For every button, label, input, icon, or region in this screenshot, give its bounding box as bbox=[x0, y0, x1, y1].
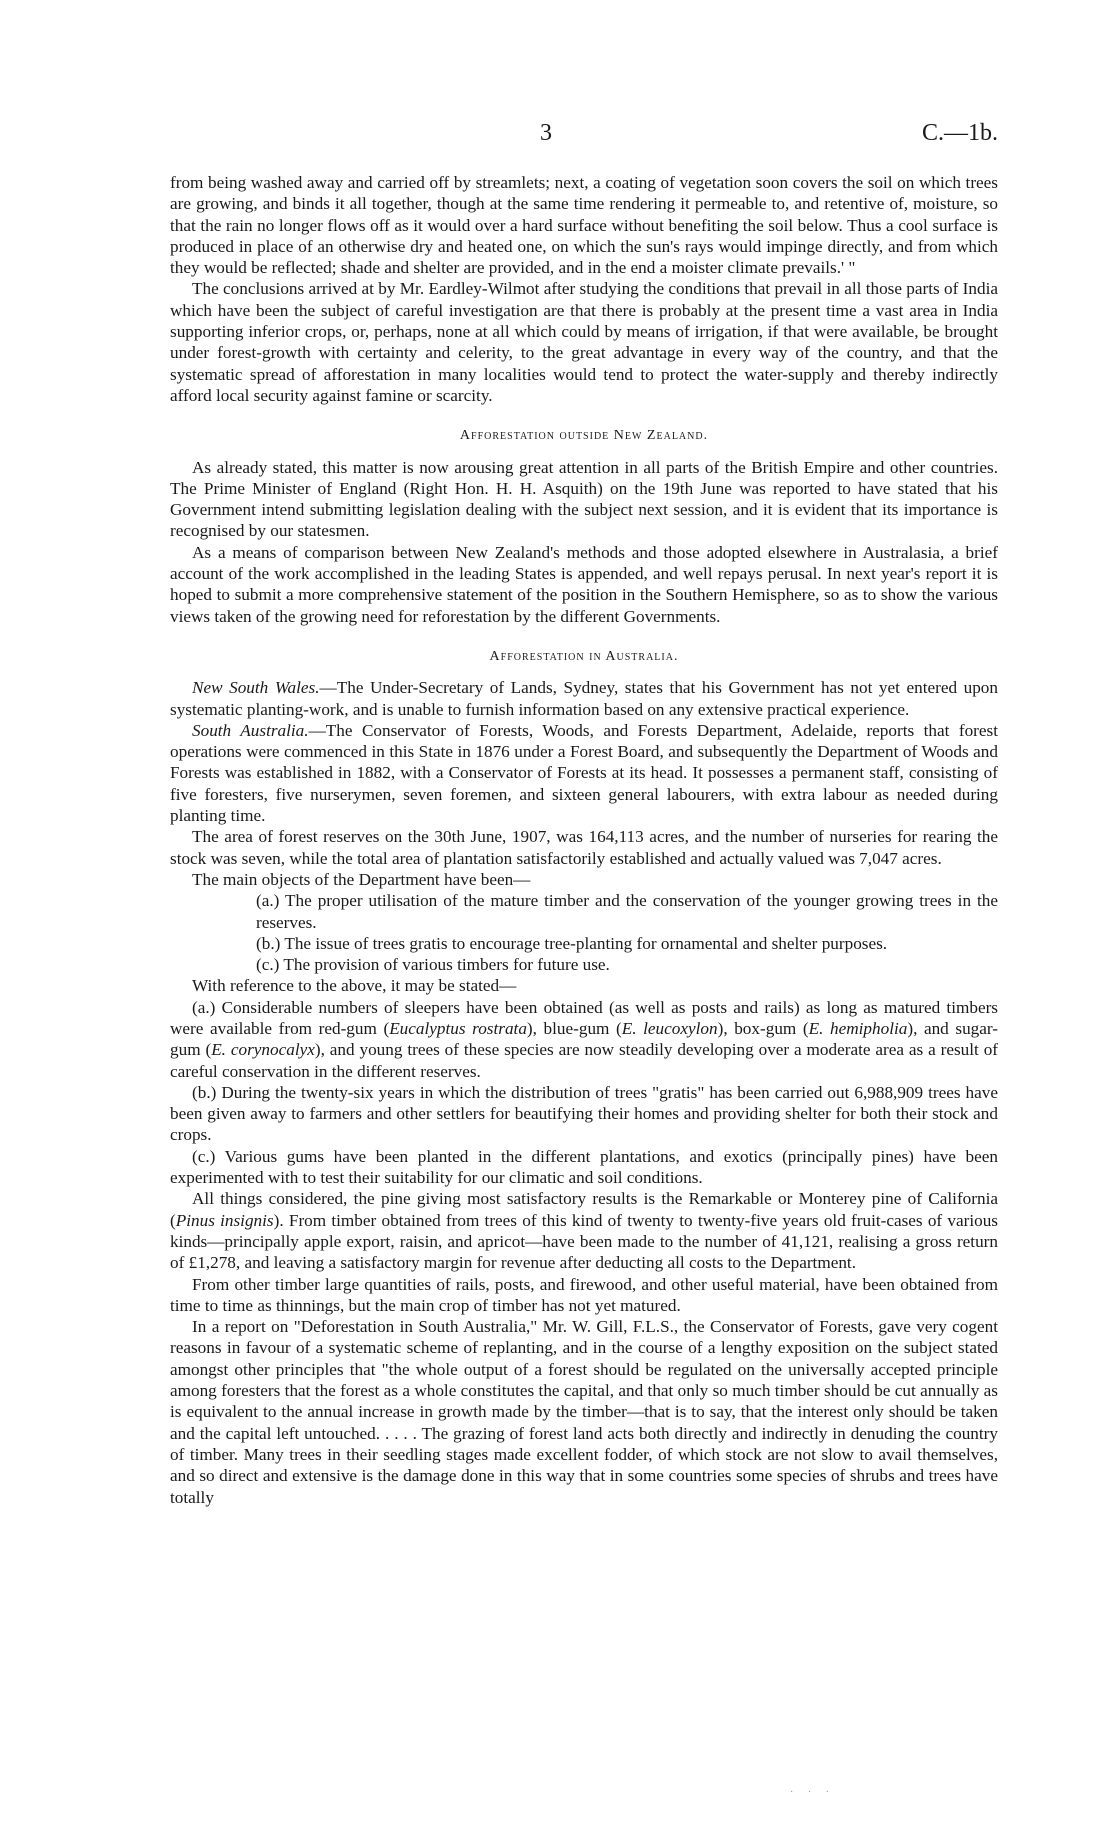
paragraph-text: All things considered, the pine giving most satisfactory results is the Remarkable or Monterey pine of California ( bbox=[170, 1189, 998, 1230]
paragraph-text: ), and young trees of these species are now steadily developing over a moderate area as a result of careful conservation in the different reserves. bbox=[170, 1040, 999, 1081]
paragraph-text: ), blue-gum ( bbox=[526, 1018, 622, 1038]
paragraph: As already stated, this matter is now arousing great attention in all parts of the British Empire and other countries. The Prime Minister of England (Right Hon. H. H. Asquith) on the 19th June was reported to have stated that his Government intend submitting legislation dealing with the subject next session, and it is evident that its importance is recognised by our statesmen. bbox=[170, 457, 998, 541]
paragraph: From other timber large quantities of rails, posts, and firewood, and other useful material, have been obtained from time to time as thinnings, but the main crop of timber has not yet matured. bbox=[170, 1274, 998, 1315]
species-name: E. hemipholia bbox=[808, 1018, 908, 1038]
page-number: 3 bbox=[540, 120, 552, 146]
paragraph: The area of forest reserves on the 30th June, 1907, was 164,113 acres, and the number of nurseries for rearing the stock was seven, while the total area of plantation satisfactorily established and actually valued was 7,047 acres. bbox=[170, 827, 998, 868]
paragraph: (c.) Various gums have been planted in the different plantations, and exotics (principally pines) have been experimented with to test their suitability for our climatic and soil conditions. bbox=[170, 1146, 998, 1188]
species-name: Eucalyptus rostrata bbox=[389, 1018, 527, 1038]
state-name: South Australia. bbox=[192, 720, 309, 740]
scan-artifact: · · · bbox=[790, 1787, 835, 1798]
section-heading: Afforestation outside New Zealand. bbox=[459, 428, 709, 444]
paragraph: from being washed away and carried off by streamlets; next, a coating of vegetation soon covers the soil on which trees are growing, and binds it all together, though at the same time rendering it permeable to, and retentive of, moisture, so that the rain no longer flows off as it would over a hard surface without benefiting the soil below. Thus a cool surface is produced in place of an otherwise dry and heated one, on which the sun's rays would impinge directly, and from which they would be reflected; shade and shelter are provided, and in the end a moister climate prevails.' " bbox=[170, 173, 998, 278]
paragraph bbox=[170, 677, 998, 720]
list-item: (c.) The provision of various timbers for future use. bbox=[256, 955, 610, 975]
paragraph-text: (a.) Considerable numbers of sleepers have been obtained (as well as posts and rails) as long as matured timbers were available from red-gum ( bbox=[170, 997, 998, 1038]
section-heading: Afforestation in Australia. bbox=[489, 648, 679, 664]
list-item: (a.) The proper utilisation of the mature timber and the conservation of the younger growing trees in the reserves. bbox=[256, 891, 998, 932]
paragraph bbox=[170, 1188, 998, 1273]
paragraph bbox=[170, 720, 998, 826]
paragraph: As a means of comparison between New Zealand's methods and those adopted elsewhere in Australasia, a brief account of the work accomplished in the leading States is appended, and well repays perusal. In next year's report it is hoped to submit a more comprehensive statement of the position in the Southern Hemisphere, so as to show the various views taken of the growing need for reforestation by the different Governments. bbox=[170, 542, 998, 626]
species-name: Pinus insignis bbox=[175, 1210, 274, 1230]
state-name: New South Wales. bbox=[192, 678, 320, 698]
document-body bbox=[170, 172, 998, 1508]
paragraph: In a report on "Deforestation in South Australia," Mr. W. Gill, F.L.S., the Conservator of Forests, gave very cogent reasons in favour of a systematic scheme of replanting, and in the course of a lengthy exposition on the subject stated amongst other principles that "the whole output of a forest should be regulated on the universally accepted principle among foresters that the forest as a whole constitutes the capital, and that only so much timber should be cut annually as is equivalent to the annual increase in growth made by the timber—that is to say, that the interest only should be taken and the capital left untouched. . . . . The grazing of forest land acts both directly and indirectly in denuding the country of timber. Many trees in their seedling stages made excellent fodder, of which stock are not slow to avail themselves, and so direct and extensive is the damage done in this way that in some countries some species of shrubs and trees have totally bbox=[170, 1317, 998, 1507]
species-name: E. corynocalyx bbox=[211, 1040, 315, 1060]
paragraph-text: ). From timber obtained from trees of this kind of twenty to twenty-five years old fruit-cases of various kinds—principally apple export, raisin, and apricot—have been made to the number of 41,121, realising a gross return of £1,278, and leaving a satisfactory margin for revenue after deducting all costs to the Department. bbox=[170, 1210, 998, 1273]
list-item: (b.) The issue of trees gratis to encourage tree-planting for ornamental and shelter purposes. bbox=[256, 933, 888, 953]
paragraph bbox=[170, 997, 998, 1082]
paragraph: The conclusions arrived at by Mr. Eardley-Wilmot after studying the conditions that prevail in all those parts of India which have been the subject of careful investigation are that there is probably at the present time a vast area in India supporting inferior crops, or, perhaps, none at all which could by means of irrigation, if that were available, be brought under forest-growth with certainty and celerity, to the great advantage in every way of the country, and that the systematic spread of afforestation in many localities would tend to protect the water-supply and thereby indirectly afford local security against famine or scarcity. bbox=[170, 279, 998, 405]
paragraph-text: ), box-gum ( bbox=[717, 1018, 809, 1038]
paragraph: With reference to the above, it may be stated— bbox=[192, 976, 517, 996]
document-reference: C.—1b. bbox=[922, 120, 999, 146]
species-name: E. leucoxylon bbox=[621, 1018, 718, 1038]
paragraph: The main objects of the Department have been— bbox=[192, 869, 531, 889]
paragraph-text: ), and sugar-gum ( bbox=[170, 1018, 998, 1060]
paragraph: (b.) During the twenty-six years in which the distribution of trees "gratis" has been carried out 6,988,909 trees have been given away to farmers and other settlers for beautifying their homes and providing shelter for both their stock and crops. bbox=[170, 1082, 998, 1145]
paragraph-text: —The Under-Secretary of Lands, Sydney, states that his Government has not yet entered upon systematic planting-work, and is unable to furnish information based on any extensive practical experience. bbox=[170, 678, 998, 719]
paragraph-text: —The Conservator of Forests, Woods, and Forests Department, Adelaide, reports that forest operations were commenced in this State in 1876 under a Forest Board, and subsequently the Department of Woods and Forests was established in 1882, with a Conservator of Forests at its head. It possesses a permanent staff, consisting of five foresters, five nurserymen, seven foremen, and sixteen general labourers, with extra labour as needed during planting time. bbox=[170, 720, 998, 826]
